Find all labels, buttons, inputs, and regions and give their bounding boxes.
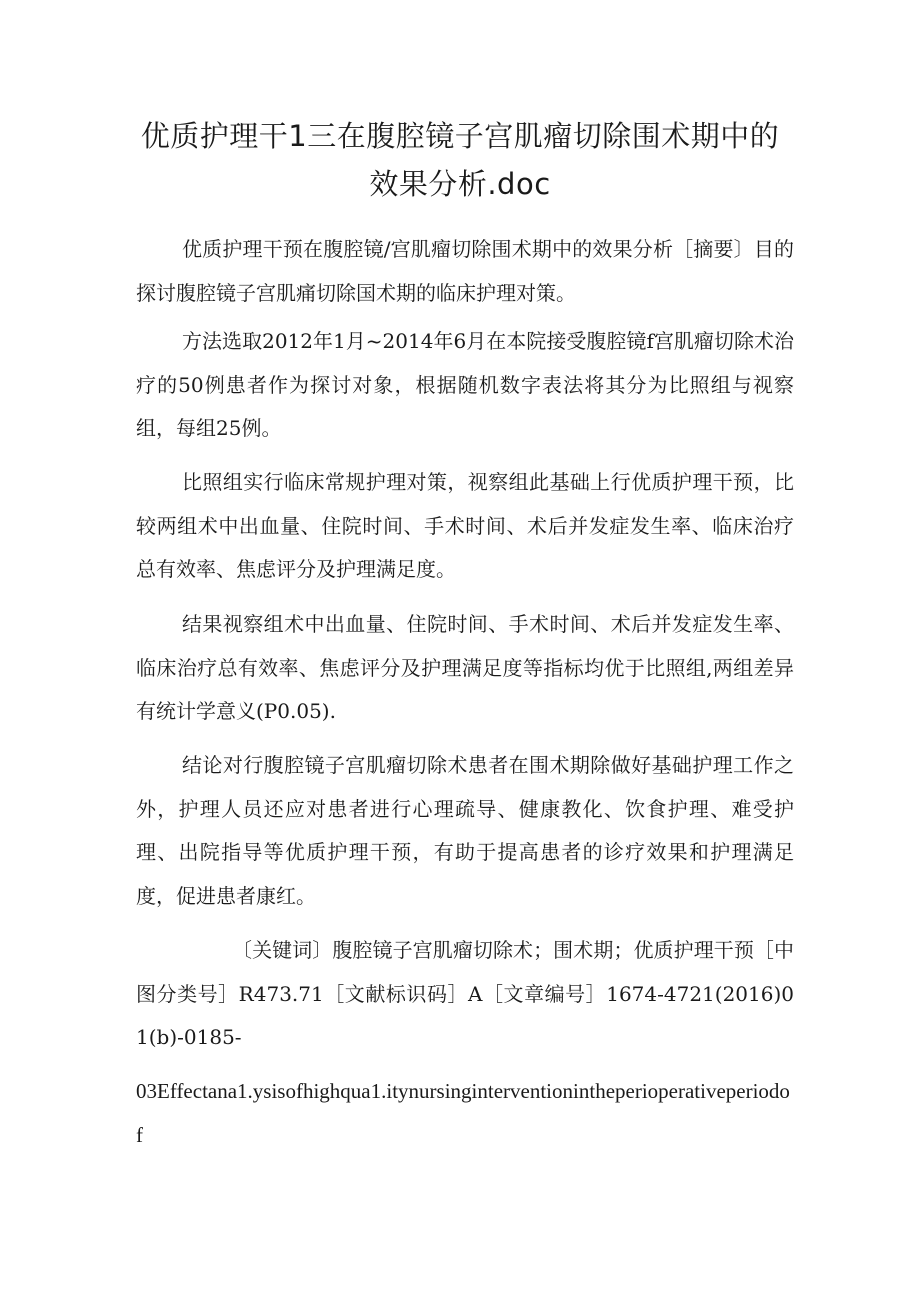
document-title: 优质护理干1三在腹腔镜子宫肌瘤切除围术期中的效果分析.doc xyxy=(140,119,780,201)
keywords-paragraph: 〔关键词〕腹腔镜子宫肌瘤切除术；围术期；优质护理干预［中图分类号］R473.71［文献标识码］A［文章编号］1674-4721(2016)01(b)-0185- xyxy=(136,938,794,1049)
conclusion-paragraph: 结论对行腹腔镜子宫肌瘤切除术患者在围术期除做好基础护理工作之外，护理人员还应对患者进行心理疏导、健康教化、饮食护理、难受护理、出院指导等优质护理干预，有助于提高患者的诊疗效果和护理满足度，促进患者康红。 xyxy=(136,753,794,908)
abstract-paragraph: 优质护理干预在腹腔镜/宫肌瘤切除围术期中的效果分析［摘要〕目的探讨腹腔镜子宫肌痛切除国术期的临床护理对策。 xyxy=(136,237,794,305)
methods-paragraph: 方法选取2012年1月~2014年6月在本院接受腹腔镜f宫肌瘤切除术治疗的50例患者作为探讨对象，根据随机数字表法将其分为比照组与视察组，每组25例。 xyxy=(136,329,794,440)
english-title-fragment: 03Effectana1.ysisofhighqua1.itynursinginterventionintheperioperativeperiodof xyxy=(136,1079,790,1147)
groups-paragraph: 比照组实行临床常规护理对策，视察组此基础上行优质护理干预，比较两组术中出血量、住院时间、手术时间、术后并发症发生率、临床治疗总有效率、焦虑评分及护理满足度。 xyxy=(136,470,794,581)
results-paragraph: 结果视察组术中出血量、住院时间、手术时间、术后并发症发生率、临床治疗总有效率、焦虑评分及护理满足度等指标均优于比照组,两组差异有统计学意义(P0.05). xyxy=(136,612,794,723)
